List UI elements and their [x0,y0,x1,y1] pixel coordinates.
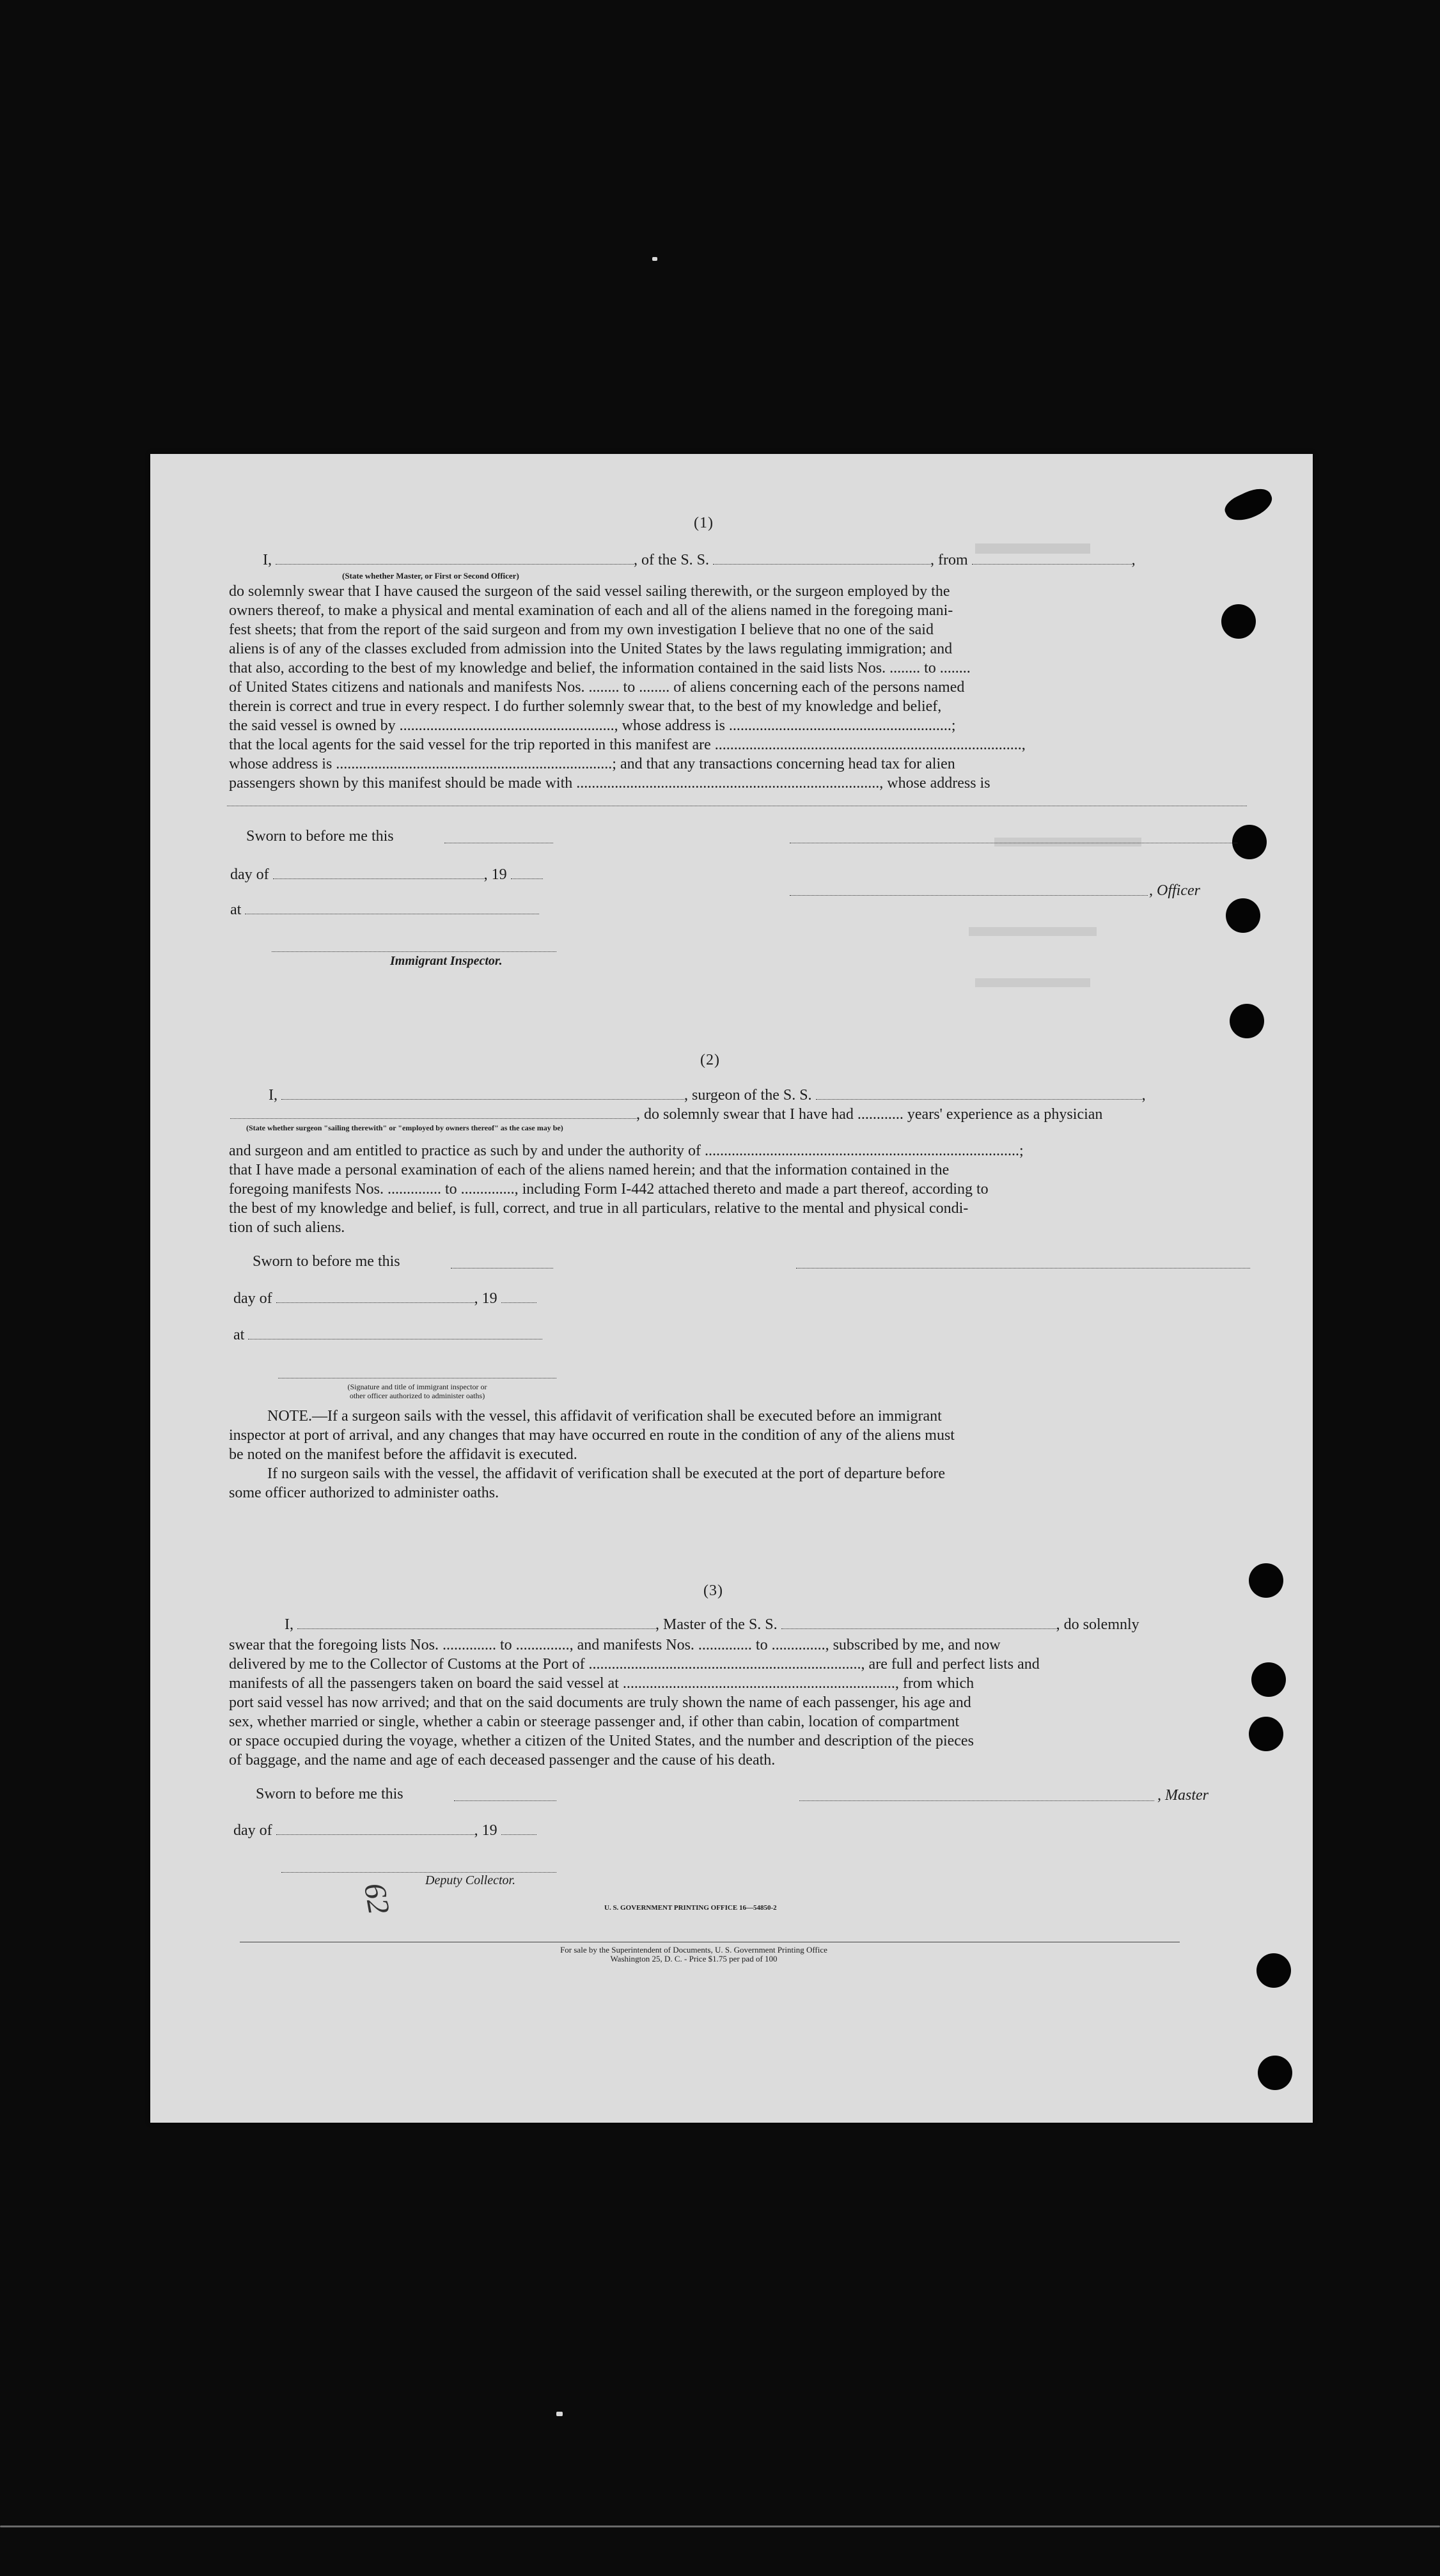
oath-line: that I have made a personal examination of each of the aliens named herein; and that the information contained in the [229,1162,950,1178]
day-of-field[interactable] [273,867,484,879]
sale-notice-line: For sale by the Superintendent of Documents, U. S. Government Printing Office [560,1945,827,1955]
oath-line: that the local agents for the said vessel for the trip reported in this manifest are ................................................................................, [229,737,1026,753]
surgeon-designation-field[interactable] [230,1107,636,1119]
note-line: some officer authorized to administer oaths. [229,1485,499,1501]
from-label: , from [930,552,968,568]
day-of-row [233,1822,536,1839]
officer-label: , Officer [1149,882,1200,899]
sworn-label: Sworn to before me this [253,1253,400,1270]
oath-line: port said vessel has now arrived; and that on the said documents are truly shown the name of each passenger, his age and [229,1694,971,1711]
note-paragraph [229,1407,1226,1503]
deputy-signature-field[interactable] [281,1872,556,1873]
section-3-oath-text [229,1635,1226,1770]
punch-hole [1232,825,1267,859]
year-label: , 19 [474,1290,497,1307]
signature-note-line: (Signature and title of immigrant inspector or [347,1382,487,1391]
section-1-number: (1) [694,515,714,531]
oath-line: passengers shown by this manifest should be made with ..............................................................................., whose address is [229,775,990,792]
at-place-field[interactable] [248,1327,542,1339]
day-of-field[interactable] [276,1291,474,1303]
section-3-number: (3) [703,1582,723,1599]
oath-line: that also, according to the best of my knowledge and belief, the information contained in the said lists Nos. ........ to ........ [229,660,971,676]
master-signature-field[interactable] [799,1800,1154,1801]
sale-notice [470,1946,918,1963]
punch-hole [1226,898,1260,933]
oath-line: delivered by me to the Collector of Customs at the Port of ......................................................................., are full and perfect lists and [229,1656,1040,1673]
oath-line: whose address is ........................................................................; and that any transactions concerning head tax for alien [229,756,955,772]
bleed-through-mark [975,978,1090,987]
day-of-label: day of [230,866,269,883]
master-of-label: , Master of the S. S. [655,1616,778,1633]
oath-line: sex, whether married or single, whether a cabin or steerage passenger and, if other than cabin, location of compartment [229,1713,960,1730]
year-field[interactable] [501,1291,536,1303]
section-1-opening-line: I, , of the S. S. , from , [263,552,1136,568]
master-ship-field[interactable] [781,1617,1056,1629]
section-3-opening-line [285,1616,1139,1634]
officer-rank-note: (State whether Master, or First or Second Officer) [342,571,519,581]
signature-note-line: other officer authorized to administer oaths) [349,1391,485,1400]
at-row [233,1327,542,1344]
punch-hole [1221,604,1256,639]
scan-speck [652,257,657,261]
punch-hole [1258,2056,1292,2090]
signature-title-note [278,1382,556,1400]
sale-notice-line: Washington 25, D. C. - Price $1.75 per pad of 100 [610,1954,778,1963]
oath-line: swear that the foregoing lists Nos. .............. to .............., and manifests Nos. .............. to .............., subscribed by me, and now [229,1637,1001,1653]
i-label: I, [269,1087,278,1104]
immigrant-inspector-label: Immigrant Inspector. [390,954,503,968]
at-label: at [233,1327,245,1343]
oath-line: tion of such aliens. [229,1219,345,1236]
oath-line: or space occupied during the voyage, whether a citizen of the United States, and the number and description of the pieces [229,1733,974,1749]
section-1-oath-text [229,582,1226,793]
officer-signature-field[interactable] [790,895,1148,896]
oath-line: the said vessel is owned by ........................................................, whose address is ..........................................................; [229,717,956,734]
at-row [230,902,539,919]
oath-line: of baggage, and the name and age of each deceased passenger and the cause of his death. [229,1752,776,1768]
manifest-form-page [150,454,1313,2123]
section-2-opening-line: I, , surgeon of the S. S. , [269,1087,1146,1104]
punch-hole [1221,483,1276,527]
i-label: I, [285,1616,293,1633]
bleed-through-mark [994,838,1141,847]
oath-line: and surgeon and am entitled to practice as such by and under the authority of ..................................................................................; [229,1143,1024,1159]
swear-line-text: , do solemnly swear that I have had ............ years' experience as a physician [636,1106,1103,1123]
oath-line: of United States citizens and nationals and manifests Nos. ........ to ........ of aliens concerning each of the persons named [229,679,965,696]
note-line: be noted on the manifest before the affidavit is executed. [229,1446,577,1463]
note-line: NOTE.—If a surgeon sails with the vessel, this affidavit of verification shall be executed before an immigrant [267,1408,942,1425]
punch-hole [1230,1004,1264,1038]
section-2-number: (2) [700,1052,720,1068]
at-place-field[interactable] [245,902,539,914]
day-of-field[interactable] [276,1823,474,1835]
year-label: , 19 [474,1822,497,1839]
at-label: at [230,902,242,918]
master-label: , Master [1157,1787,1209,1804]
do-solemnly-label: , do solemnly [1056,1616,1139,1633]
oath-line: therein is correct and true in every respect. I do further solemnly swear that, to the best of my knowledge and belief, [229,698,942,715]
oath-line: manifests of all the passengers taken on board the said vessel at ......................................................................., from which [229,1675,974,1692]
sworn-date-field[interactable] [454,1800,556,1801]
punch-hole [1251,1662,1286,1697]
section-2-swear-line [230,1106,1102,1123]
note-line: If no surgeon sails with the vessel, the affidavit of verification shall be executed at the port of departure before [267,1465,946,1482]
gpo-imprint: U. S. GOVERNMENT PRINTING OFFICE 16—54850-2 [604,1904,777,1912]
surgeon-of-label: , surgeon of the S. S. [684,1087,812,1104]
scan-speck [556,2412,563,2416]
oath-line: do solemnly swear that I have caused the surgeon of the said vessel sailing therewith, or the surgeon employed by the [229,583,950,600]
inspector-signature-field[interactable] [272,951,556,952]
note-line: inspector at port of arrival, and any changes that may have occurred en route in the condition of any of the aliens must [229,1427,955,1444]
day-of-row [233,1290,536,1308]
oath-line: fest sheets; that from the report of the said surgeon and from my own investigation I believe that no one of the said [229,621,934,638]
year-label: , 19 [483,866,507,883]
surgeon-status-note: (State whether surgeon "sailing therewith" or "employed by owners thereof" as the case may be) [246,1123,563,1132]
surgeon-ship-field[interactable] [816,1088,1142,1100]
oath-line: the best of my knowledge and belief, is full, correct, and true in all particulars, relative to the mental and physical condi- [229,1200,969,1217]
section-2-oath-text [229,1141,1226,1237]
ship-name-field[interactable] [713,552,930,565]
day-of-row [230,866,543,884]
year-field[interactable] [511,867,543,879]
day-of-label: day of [233,1822,272,1839]
bleed-through-mark [969,927,1097,936]
punch-hole [1249,1717,1283,1751]
master-name-field[interactable] [297,1617,655,1629]
oath-line: foregoing manifests Nos. .............. to .............., including Form I-442 attached thereto and made a part thereof, according to [229,1181,989,1198]
officer-name-field[interactable] [276,552,634,565]
surgeon-name-field[interactable] [281,1088,684,1100]
sworn-label: Sworn to before me this [256,1786,403,1802]
deputy-collector-label: Deputy Collector. [425,1873,516,1887]
departure-port-field[interactable] [972,552,1132,565]
i-label: I, [263,552,272,568]
oath-line: owners thereof, to make a physical and mental examination of each and all of the aliens named in the foregoing mani- [229,602,953,619]
oath-line: aliens is of any of the classes excluded from admission into the United States by the laws regulating immigration; and [229,641,953,657]
year-field[interactable] [501,1823,536,1835]
of-the-ss-label: , of the S. S. [634,552,710,568]
punch-hole [1256,1953,1291,1988]
sworn-label: Sworn to before me this [246,828,394,845]
handwritten-mark: 62 [357,1880,396,1917]
scan-edge-line [0,2525,1440,2527]
day-of-label: day of [233,1290,272,1307]
punch-hole [1249,1563,1283,1598]
